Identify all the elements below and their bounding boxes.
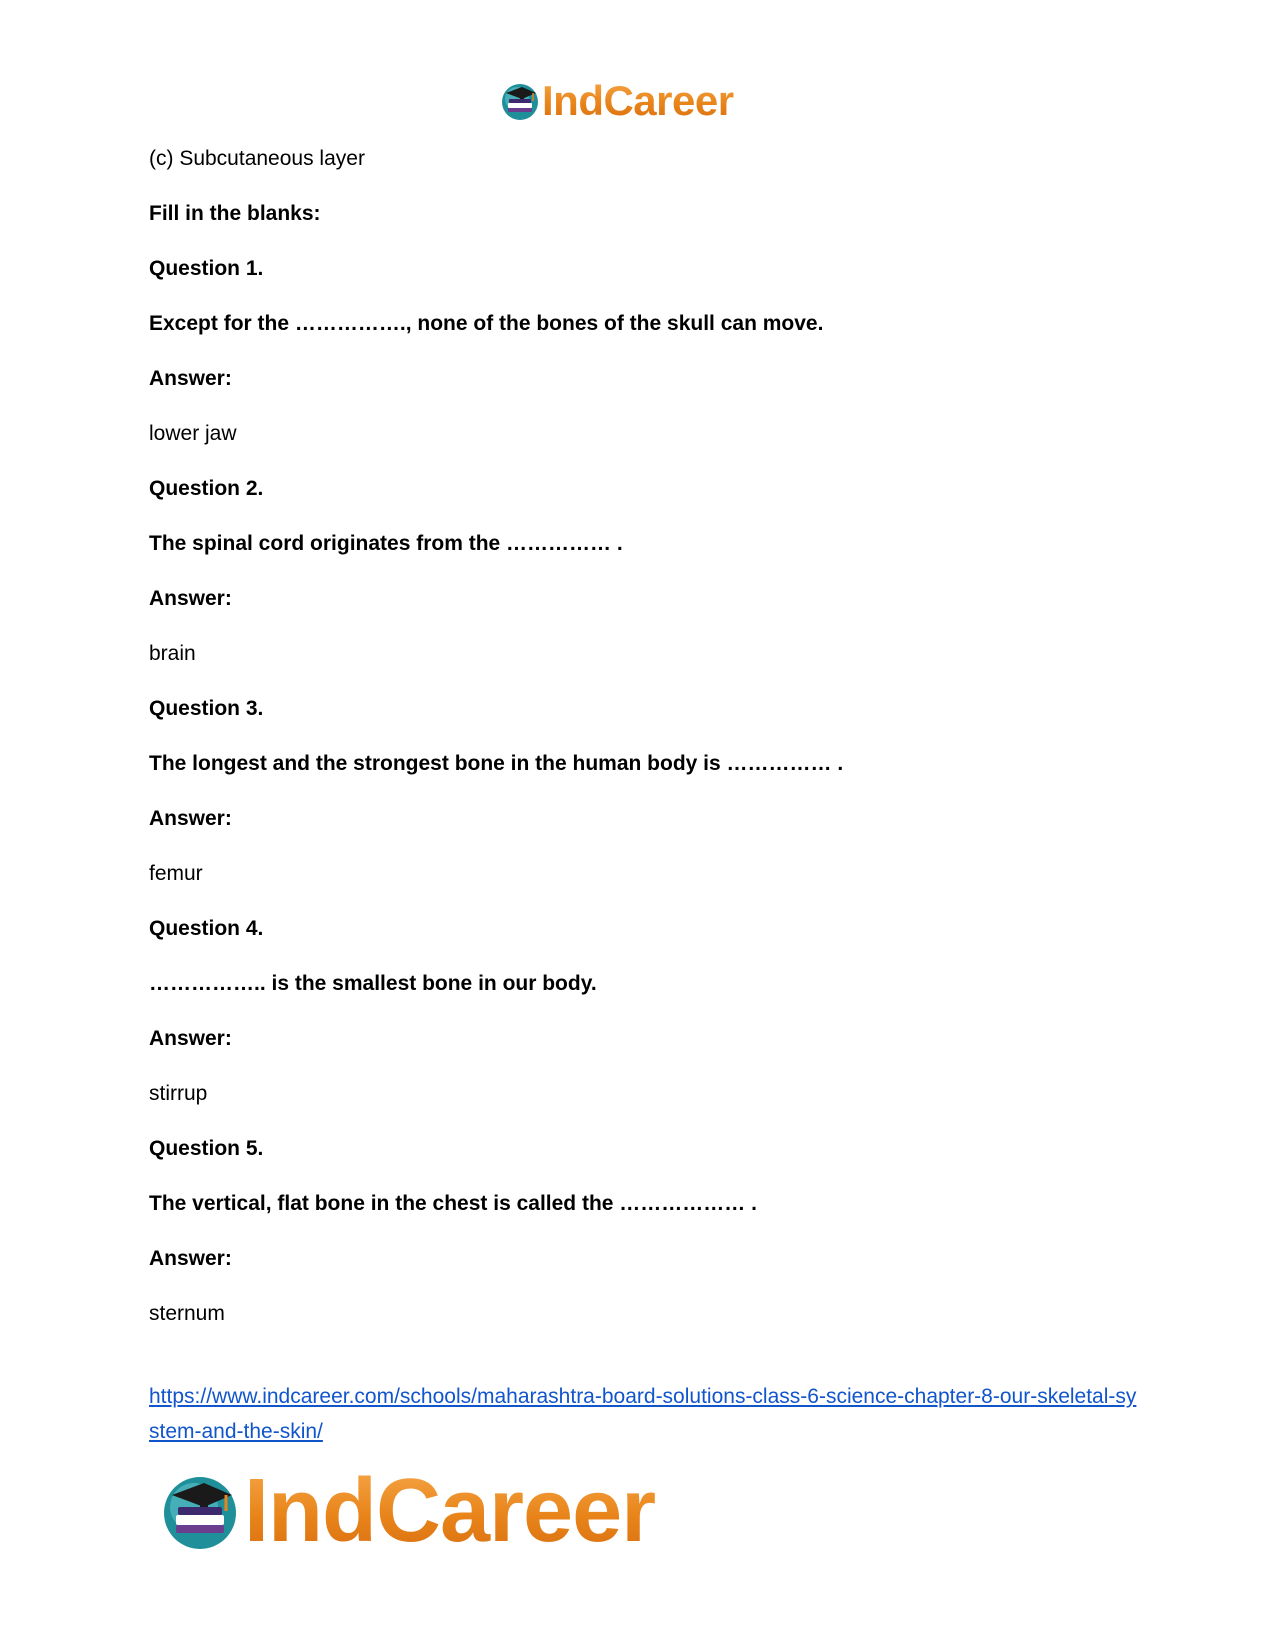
graduation-book-icon xyxy=(160,1471,240,1551)
question-number: Question 5. xyxy=(149,1137,264,1160)
question-number: Question 4. xyxy=(149,917,264,940)
question-number: Question 2. xyxy=(149,477,264,500)
question-text: The vertical, flat bone in the chest is called the ……………… . xyxy=(149,1192,757,1215)
answer-text: (c) Subcutaneous layer xyxy=(149,147,365,170)
answer-label: Answer: xyxy=(149,587,232,610)
logo-wordmark: IndCareer xyxy=(244,1461,656,1561)
answer-text: stirrup xyxy=(149,1082,208,1105)
answer-text: brain xyxy=(149,642,196,665)
source-link[interactable]: https://www.indcareer.com/schools/maharashtra-board-solutions-class-6-science-chapter-8-our-skeletal-system-and-the-skin/ xyxy=(149,1385,1137,1443)
answer-text: sternum xyxy=(149,1302,225,1325)
section-heading: Fill in the blanks: xyxy=(149,202,321,225)
answer-label: Answer: xyxy=(149,807,232,830)
question-text: The spinal cord originates from the …………… . xyxy=(149,532,623,555)
question-text: …………….. is the smallest bone in our body. xyxy=(149,972,597,995)
footer-logo xyxy=(160,1463,655,1559)
question-number: Question 3. xyxy=(149,697,264,720)
logo-wordmark: IndCareer xyxy=(542,77,734,124)
answer-label: Answer: xyxy=(149,367,232,390)
header-logo xyxy=(500,78,734,124)
question-text: The longest and the strongest bone in the human body is …………… . xyxy=(149,752,844,775)
source-link-block xyxy=(149,1379,1139,1449)
answer-text: lower jaw xyxy=(149,422,237,445)
answer-text: femur xyxy=(149,862,203,885)
graduation-book-icon xyxy=(500,81,540,121)
document-body xyxy=(149,146,1139,1356)
answer-label: Answer: xyxy=(149,1027,232,1050)
question-text: Except for the ……………., none of the bones of the skull can move. xyxy=(149,312,824,335)
question-number: Question 1. xyxy=(149,257,264,280)
answer-label: Answer: xyxy=(149,1247,232,1270)
